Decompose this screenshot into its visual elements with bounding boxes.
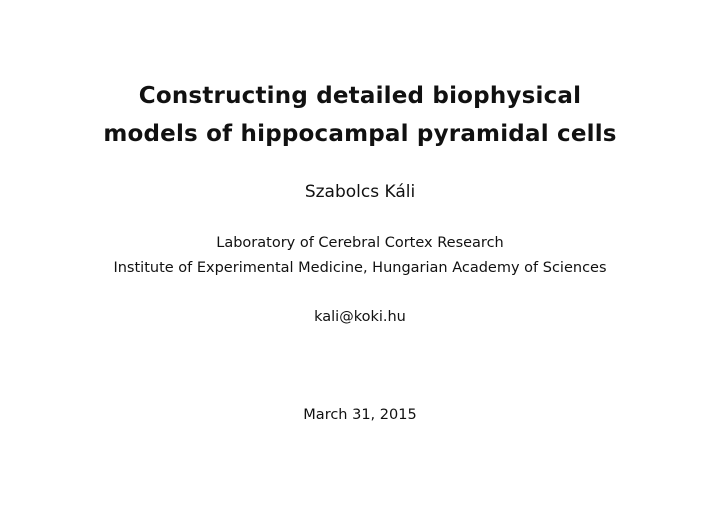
affiliation-line-1: Laboratory of Cerebral Cortex Research xyxy=(216,235,504,251)
affiliation-line-2: Institute of Experimental Medicine, Hungarian Academy of Sciences xyxy=(113,260,607,276)
title-line-2: models of hippocampal pyramidal cells xyxy=(103,121,617,147)
presentation-date: March 31, 2015 xyxy=(303,407,417,423)
author-name: Szabolcs Káli xyxy=(304,182,416,202)
contact-email: kali@koki.hu xyxy=(314,309,406,325)
title-line-1: Constructing detailed biophysical xyxy=(138,83,582,109)
